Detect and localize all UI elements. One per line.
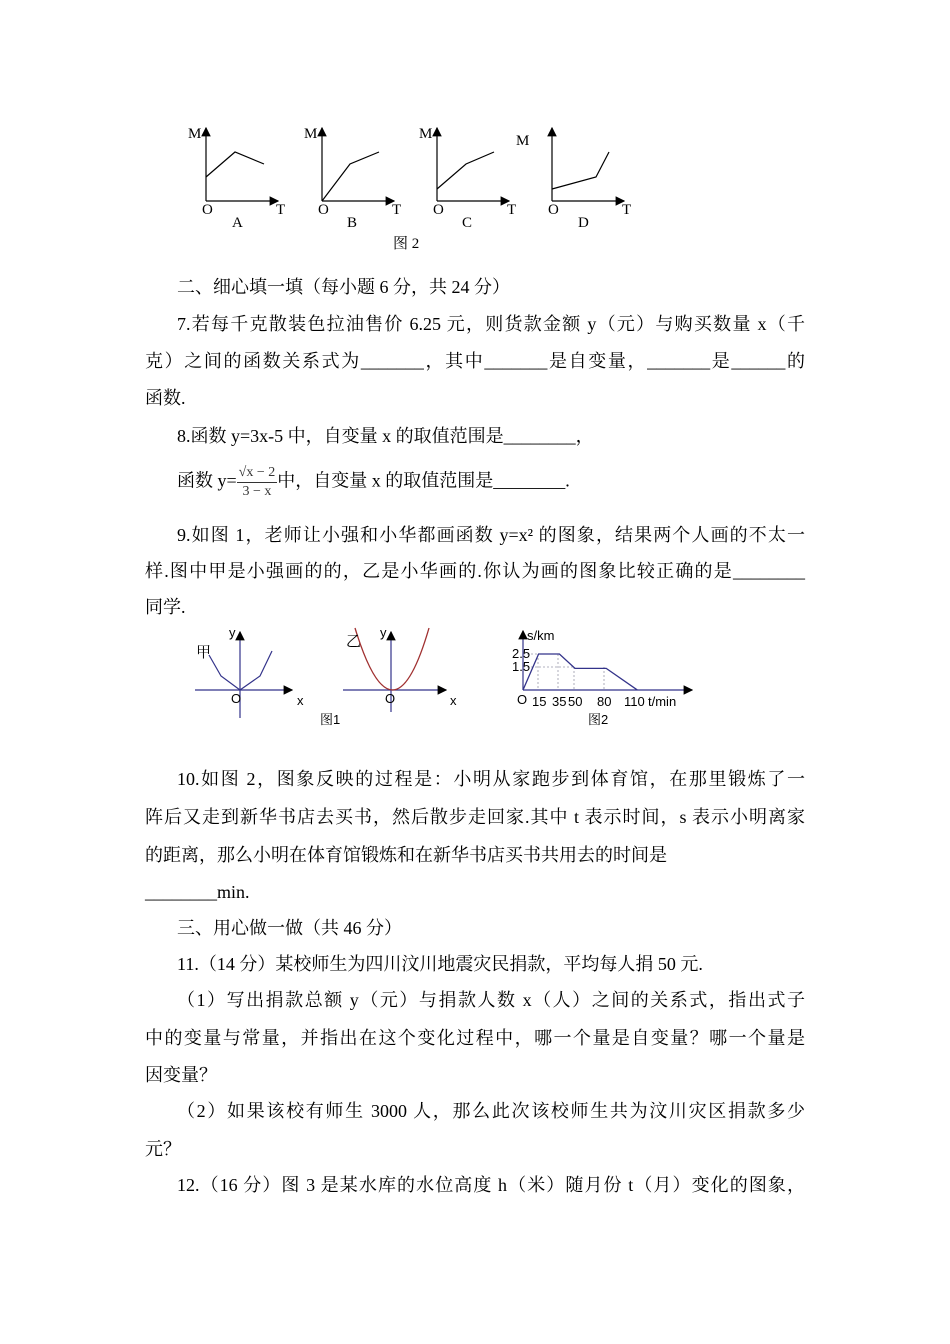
figure-label: t/min [648,694,677,709]
q11-line: 因变量？ [145,1065,217,1085]
figure-label: T [392,202,402,218]
q8-prefix: 函数 y= [177,470,237,491]
figure-label: x [297,693,304,708]
graph-a [206,128,278,201]
graph-c [437,128,509,201]
q7-line: 7.若每千克散装色拉油售价 6.25 元，则货款金额 y（元）与购买数量 x（千 [177,314,805,334]
q9-line: 样.图中甲是小强画的的，乙是小华画的.你认为画的图象比较正确的是________ [145,561,805,581]
figure-label: 50 [568,694,583,709]
q8-line: 8.函数 y=3x-5 中，自变量 x 的取值范围是________， [177,426,594,446]
figure-label: T [276,202,286,218]
q7-line: 克）之间的函数关系式为_______，其中_______是自变量，_______是______的 [145,351,805,371]
q11-line: （2）如果该校有师生 3000 人，那么此次该校师生共为汶川灾区捐款多少 [177,1101,805,1121]
q9-line: 9.如图 1，老师让小强和小华都画函数 y=x² 的图象，结果两个人画的不太一 [177,525,805,545]
figure-label: 110 [624,694,645,709]
figure-label: O [433,202,444,218]
figure-label: O [231,691,242,706]
figure-label: 乙 [346,634,362,650]
figure-label: 35 [552,694,567,709]
q11-line: 中的变量与常量，并指出在这个变化过程中，哪一个量是自变量？哪一个量是 [145,1028,805,1048]
section-heading: 三、用心做一做（共 46 分） [177,918,402,938]
q12-line: 12.（16 分）图 3 是某水库的水位高度 h（米）随月份 t（月）变化的图象， [177,1175,805,1195]
figure-label: C [462,215,473,231]
q11-line: 11.（14 分）某校师生为四川汶川地震灾民捐款，平均每人捐 50 元. [177,954,703,974]
figure-label: O [318,202,329,218]
parabola-curve [355,628,429,690]
figure-label: y [380,625,387,640]
figure-label: y [229,625,236,640]
figure-label: O [548,202,559,218]
fraction [237,464,278,501]
figure-label: 图2 [588,712,609,727]
section-heading: 二、细心填一填（每小题 6 分，共 24 分） [177,277,510,297]
figure-label: O [385,691,396,706]
q11-line: 元？ [145,1139,181,1159]
figure-label: D [578,215,589,231]
q10-line: ________min. [145,882,250,902]
figure-label: 15 [532,694,547,709]
q10-line: 阵后又走到新华书店去买书，然后散步走回家.其中 t 表示时间，s 表示小明离家 [145,807,805,827]
q8-line [177,464,570,501]
figure-label: s/km [527,628,555,643]
figure-label: O [202,202,213,218]
figure-label: M [304,126,318,142]
figure-caption: 图 2 [393,236,420,252]
q10-line: 10.如图 2，图象反映的过程是：小明从家跑步到体育馆，在那里锻炼了一 [177,769,805,789]
figure-label: O [517,692,528,707]
figure-label: M [188,126,202,142]
distance-line [523,654,637,690]
q9-line: 同学. [145,597,186,617]
fraction-numerator: √x − 2 [237,464,278,483]
figure-label: B [347,215,358,231]
figure-label: 2.5 [512,646,531,661]
figure-label: M [419,126,433,142]
q8-suffix: 中，自变量 x 的取值范围是________. [277,470,570,491]
figure-label: 80 [597,694,612,709]
figure-label: x [450,693,457,708]
graph-b [322,128,394,201]
q11-line: （1）写出捐款总额 y（元）与捐款人数 x（人）之间的关系式，指出式子 [177,990,805,1010]
figure-label: T [622,202,632,218]
figure-label: M [516,133,530,149]
figure-label: T [507,202,517,218]
figure-label: 1.5 [512,659,531,674]
graph-d [552,128,624,201]
fraction-denominator: 3 − x [242,484,272,499]
figure-label: 图1 [320,712,341,727]
q10-line: 的距离，那么小明在体育馆锻炼和在新华书店买书共用去的时间是 [145,845,667,865]
figure-label: A [232,215,243,231]
figure-label: 甲 [196,645,212,661]
q7-line: 函数. [145,388,186,408]
